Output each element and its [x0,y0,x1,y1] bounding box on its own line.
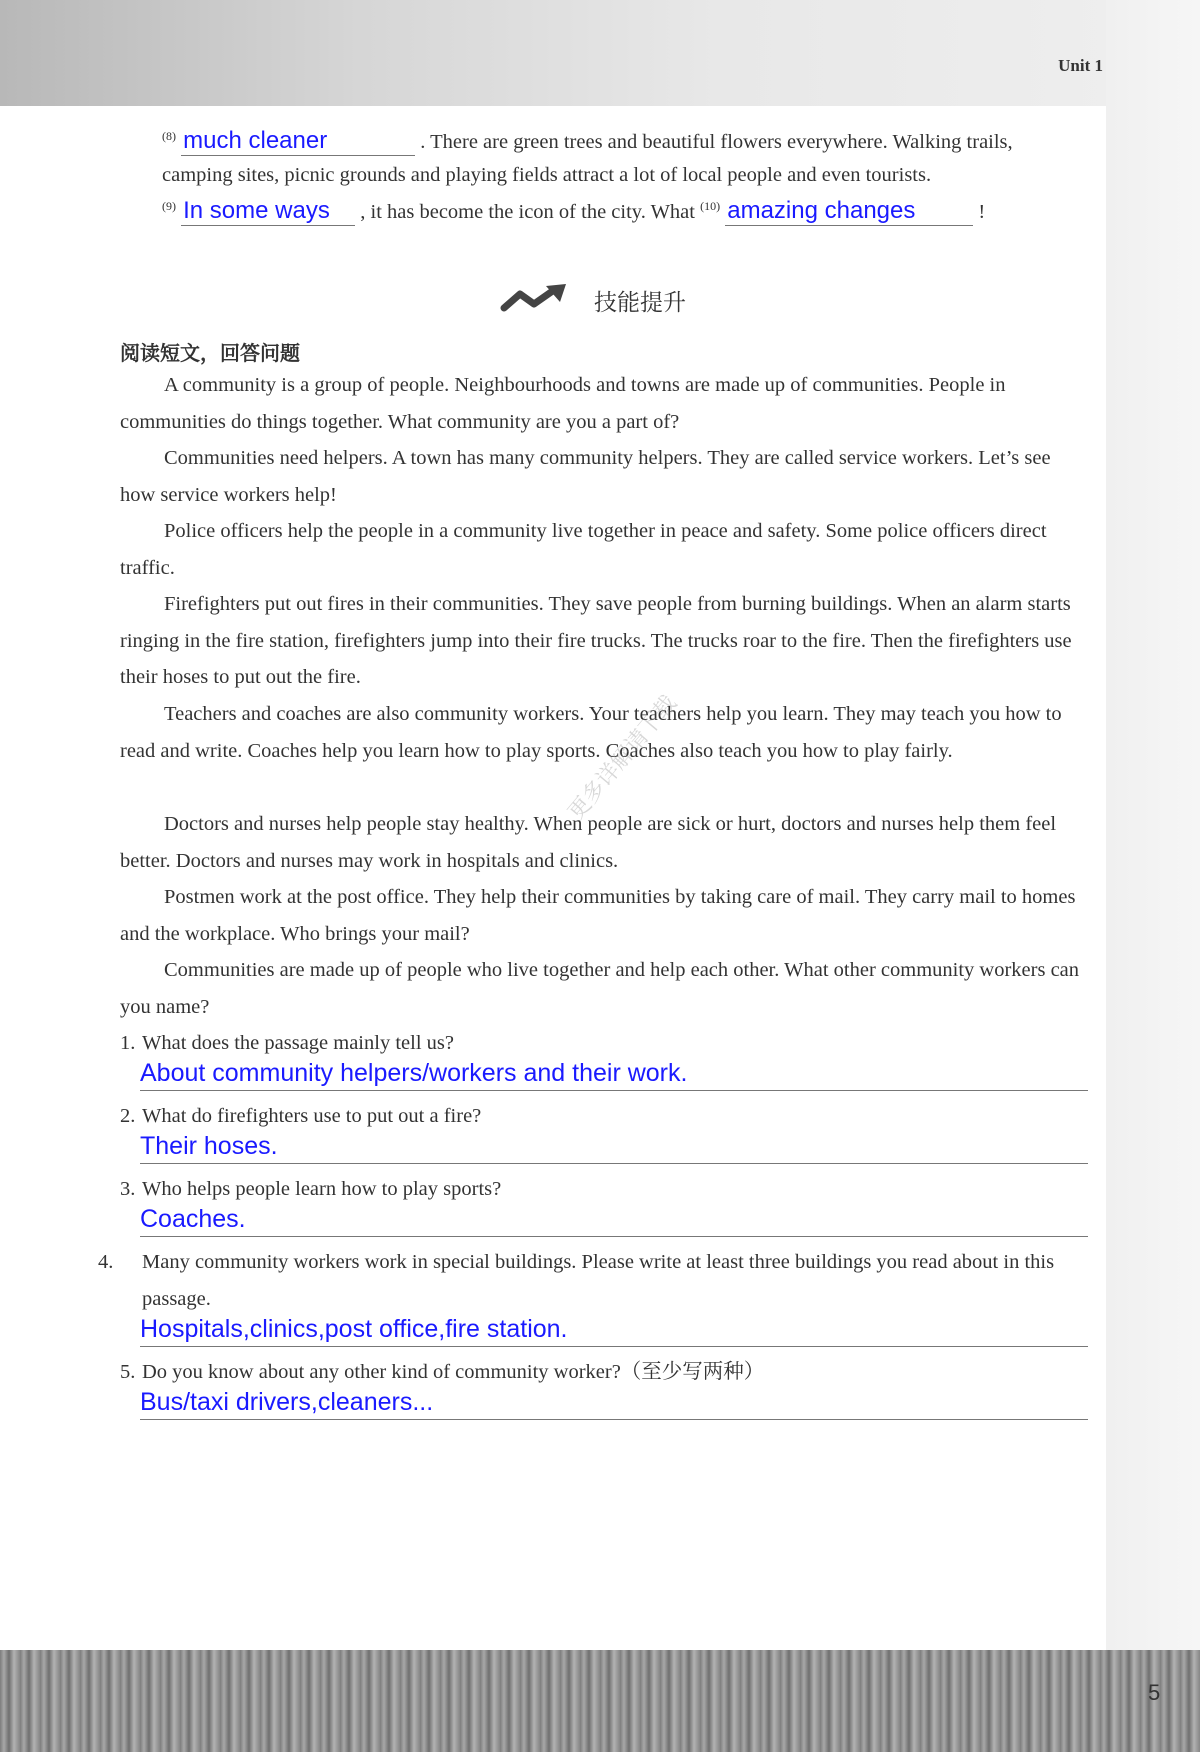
question-text: What does the passage mainly tell us? [142,1032,454,1054]
blank-number-10: (10) [700,199,721,213]
question-number: 4. [98,1251,114,1273]
answer-1[interactable]: About community helpers/workers and their work. [140,1056,1088,1091]
unit-header: Unit 1 [1058,56,1103,75]
question-number: 3. [120,1178,136,1200]
section-heading [500,280,720,320]
question-text: Who helps people learn how to play sports? [142,1178,502,1200]
question-number: 1. [120,1032,136,1054]
passage-paragraph: Postmen work at the post office. They help their communities by taking care of mail. They carry mail to homes and the workplace. Who brings your mail? [120,886,1076,945]
answer-blank-8[interactable]: much cleaner [181,127,415,156]
question-text: Many community workers work in special buildings. Please write at least three buildings you read about in this passage. [142,1251,1055,1310]
trend-arrow-icon [500,284,570,314]
blank-number-8: (8) [162,129,176,143]
scan-top-margin [0,0,1200,110]
scan-bottom-margin [0,1650,1200,1752]
passage-paragraph: Communities need helpers. A town has many community helpers. They are called service workers. Let’s see how service workers help! [120,447,1051,506]
cloze-line-2 [162,163,931,187]
answer-blank-9[interactable]: In some ways [181,197,355,226]
passage-paragraph: Police officers help the people in a community live together in peace and safety. Some police officers direct traffic. [120,520,1047,579]
section-title: 技能提升 [594,290,686,316]
cloze-text: camping sites, picnic grounds and playing fields attract a lot of local people and even tourists. [162,164,932,186]
question-text: Do you know about any other kind of community worker?（至少写两种） [142,1361,765,1383]
answer-3[interactable]: Coaches. [140,1202,1088,1237]
passage-paragraph: A community is a group of people. Neighbourhoods and towns are made up of communities. People in communities do things together. What community are you a part of? [120,374,1006,433]
worksheet-page [0,106,1106,1650]
scan-right-margin [1106,0,1200,1752]
passage-paragraph: Firefighters put out fires in their communities. They save people from burning buildings. When an alarm starts ringing in the fire station, firefighters jump into their fire trucks. The trucks roar to the fire. Then the firefighters use their hoses to put out the fire. [120,593,1072,689]
cloze-text: ! [978,200,986,223]
page-number: 5 [1148,1680,1161,1705]
question-4 [98,1244,1072,1317]
instruction: 阅读短文，回答问题 [120,341,300,365]
cloze-text: . There are green trees and beautiful flowers everywhere. Walking trails, [420,130,1013,153]
passage-paragraph: Teachers and coaches are also community workers. Your teachers help you learn. They may teach you how to read and write. Coaches help you learn how to play sports. Coaches also teach you how to play fairly. [120,703,1062,762]
passage-paragraph: Communities are made up of people who live together and help each other. What other community workers can you name? [120,959,1080,1018]
cloze-line-1 [162,124,1013,156]
answer-blank-10[interactable]: amazing changes [725,197,973,226]
question-number: 5. [120,1361,136,1383]
passage-paragraph: Doctors and nurses help people stay healthy. When people are sick or hurt, doctors and nurses help them feel better. Doctors and nurses may work in hospitals and clinics. [120,813,1057,872]
answer-4[interactable]: Hospitals,clinics,post office,fire station. [140,1312,1088,1347]
answer-5[interactable]: Bus/taxi drivers,cleaners... [140,1385,1088,1420]
watermark: 更多详解请下载 [563,691,682,826]
cloze-line-3 [162,194,985,226]
answer-2[interactable]: Their hoses. [140,1129,1088,1164]
question-number: 2. [120,1105,136,1127]
cloze-text: , it has become the icon of the city. What [360,200,695,223]
blank-number-9: (9) [162,199,176,213]
question-text: What do firefighters use to put out a fire? [142,1105,482,1127]
